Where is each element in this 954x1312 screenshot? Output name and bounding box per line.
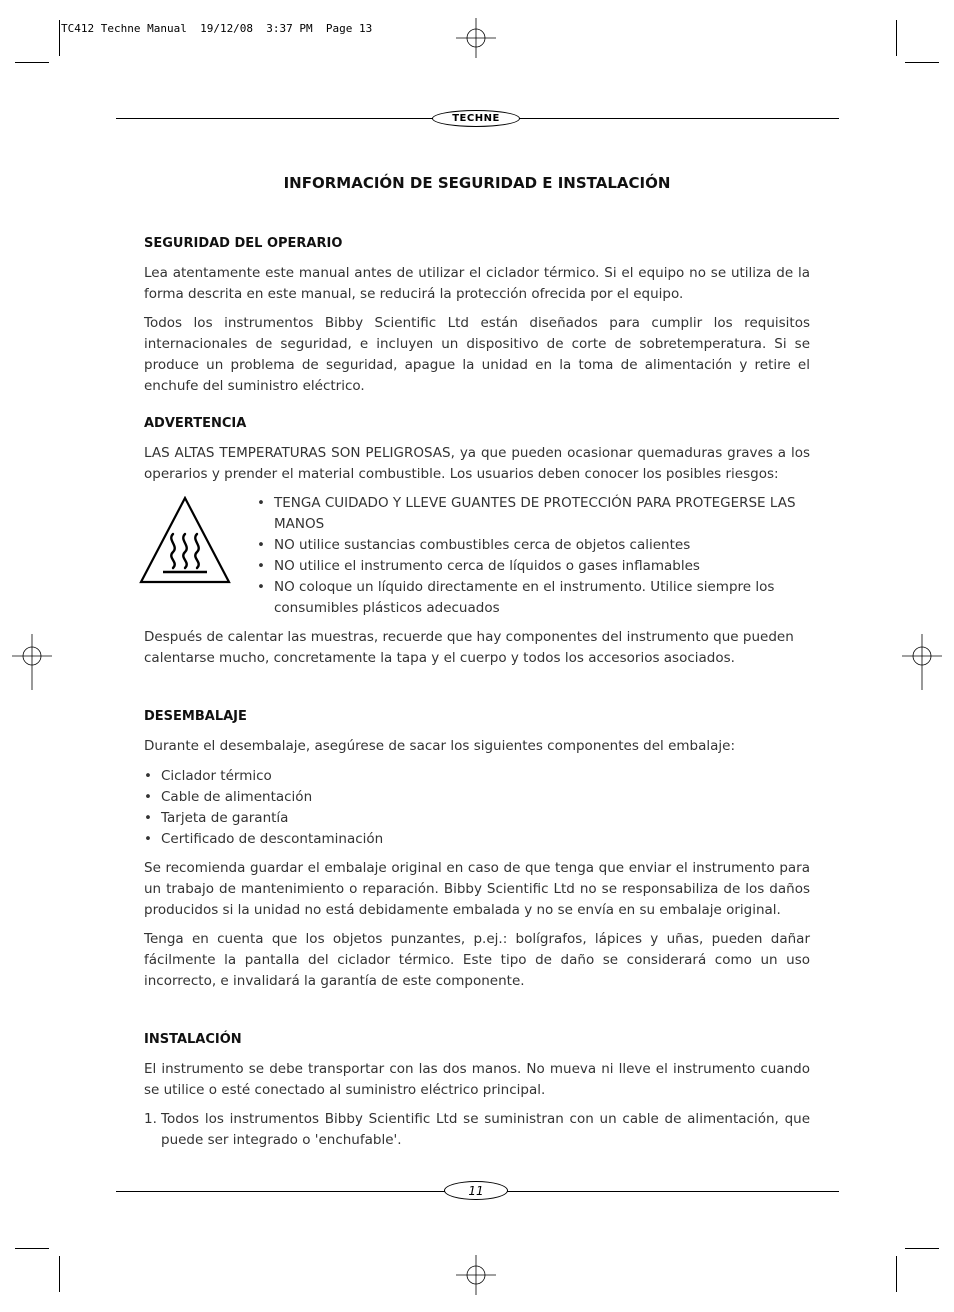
techne-logo: TECHNE — [432, 110, 520, 127]
list-item: • NO utilice sustancias combustibles cerca de objetos calientes — [257, 535, 797, 556]
crop-mark — [905, 1248, 939, 1249]
page-title: INFORMACIÓN DE SEGURIDAD E INSTALACIÓN — [283, 174, 671, 192]
crop-mark — [59, 20, 60, 56]
list-item: • NO coloque un líquido directamente en el instrumento. Utilice siempre los consumibles plásticos adecuados — [257, 577, 797, 619]
paragraph: Después de calentar las muestras, recuerde que hay componentes del instrumento que pueden calentarse mucho, concretamente la tapa y el cuerpo y todos los accesorios asociados. — [144, 629, 794, 666]
crop-mark — [15, 62, 49, 63]
list-item: • Cable de alimentación — [144, 787, 644, 808]
numbered-list-item — [144, 1109, 810, 1151]
list-item: • NO utilice el instrumento cerca de líquidos o gases inflamables — [257, 556, 797, 577]
crop-mark — [896, 1256, 897, 1292]
list-item-text: Todos los instrumentos Bibby Scientific Ltd se suministran con un cable de alimentación, que puede ser integrado o 'enchufable'. — [161, 1111, 810, 1148]
paragraph: El instrumento se debe transportar con las dos manos. No mueva ni lleve el instrumento cuando se utilice o esté conectado al suministro eléctrico principal. — [144, 1061, 810, 1098]
paragraph: Durante el desembalaje, asegúrese de sacar los siguientes componentes del embalaje: — [144, 738, 736, 754]
paragraph: Lea atentamente este manual antes de utilizar el ciclador térmico. Si el equipo no se utiliza de la forma descrita en este manual, se reducirá la protección ofrecida por el equipo. — [144, 265, 810, 302]
registration-mark-icon — [456, 18, 496, 58]
section-heading-operator: SEGURIDAD DEL OPERARIO — [144, 236, 343, 251]
page-number: 11 — [444, 1181, 508, 1200]
paragraph: Se recomienda guardar el embalaje original en caso de que tenga que enviar el instrumento para un trabajo de mantenimiento o reparación. Bibby Scientific Ltd no se responsabiliza de los daños producidos si la unidad no está debidamente embalada y no se envía en su embalaje original. — [144, 860, 810, 918]
registration-mark-icon — [12, 634, 52, 690]
crop-mark — [905, 62, 939, 63]
registration-mark-icon — [456, 1255, 496, 1295]
crop-mark — [59, 1256, 60, 1292]
section-heading-unpacking: DESEMBALAJE — [144, 709, 247, 724]
section-heading-warning: ADVERTENCIA — [144, 416, 247, 431]
paragraph: Todos los instrumentos Bibby Scientific Ltd están diseñados para cumplir los requisitos internacionales de seguridad, e incluyen un dispositivo de corte de sobretemperatura. Si se produce un problema de seguridad, apague la unidad en la toma de alimentación y retire el enchufe del suministro eléctrico. — [144, 315, 810, 394]
list-item: • Ciclador térmico — [144, 766, 644, 787]
list-item: • Tarjeta de garantía — [144, 808, 644, 829]
print-slug: TC412 Techne Manual 19/12/08 3:37 PM Page 13 — [61, 22, 373, 35]
warning-bullet-list — [257, 493, 797, 619]
paragraph: LAS ALTAS TEMPERATURAS SON PELIGROSAS, ya que pueden ocasionar quemaduras graves a los operarios y prender el material combustible. Los usuarios deben conocer los posibles riesgos: — [144, 445, 810, 482]
crop-mark — [15, 1248, 49, 1249]
hot-surface-warning-icon — [139, 496, 231, 584]
crop-mark — [896, 20, 897, 56]
registration-mark-icon — [902, 634, 942, 690]
list-item: • Certificado de descontaminación — [144, 829, 644, 850]
paragraph: Tenga en cuenta que los objetos punzantes, p.ej.: bolígrafos, lápices y uñas, pueden dañar fácilmente la pantalla del ciclador térmico. Este tipo de daño se considerará como un uso incorrecto, e invalidará la garantía de este componente. — [144, 931, 810, 989]
unpacking-items-list — [144, 766, 644, 850]
list-number: 1. — [144, 1111, 157, 1127]
list-item: • TENGA CUIDADO Y LLEVE GUANTES DE PROTECCIÓN PARA PROTEGERSE LAS MANOS — [257, 493, 797, 535]
section-heading-installation: INSTALACIÓN — [144, 1032, 242, 1047]
